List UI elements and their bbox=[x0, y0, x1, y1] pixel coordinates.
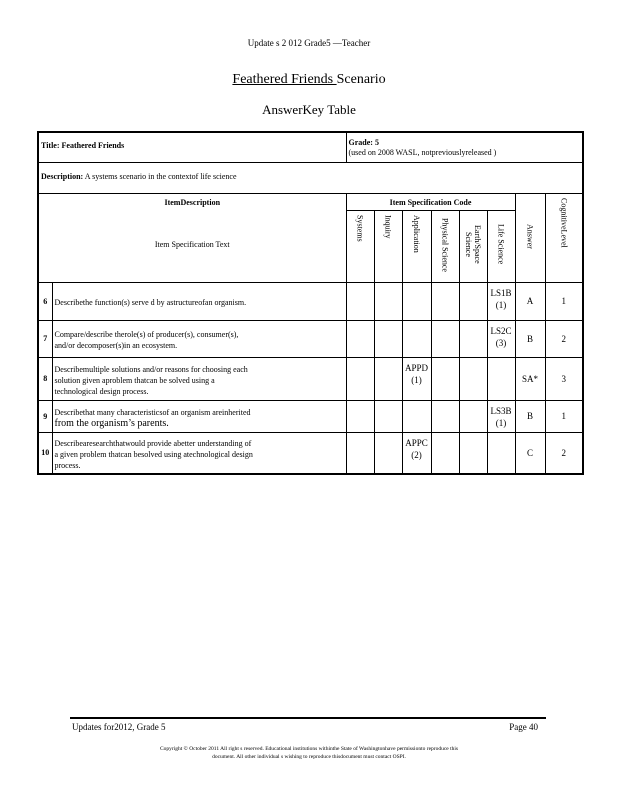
code-systems bbox=[346, 357, 374, 400]
description-cell bbox=[38, 162, 583, 193]
title-label: Title: bbox=[41, 141, 60, 150]
code-application: APPC (2) bbox=[402, 432, 431, 474]
item-number: 9 bbox=[38, 400, 52, 432]
code-header-application bbox=[402, 210, 431, 282]
item-description bbox=[52, 432, 346, 474]
item-description bbox=[52, 320, 346, 357]
code-label-earth-space-science: Earth/Space Science bbox=[464, 225, 482, 264]
page-number: Page 40 bbox=[509, 722, 538, 732]
code-header-physical-science bbox=[431, 210, 459, 282]
code-earth-space-science bbox=[459, 432, 487, 474]
item-number: 10 bbox=[38, 432, 52, 474]
code-header-life-science bbox=[487, 210, 515, 282]
item-description bbox=[52, 357, 346, 400]
description-value: A systems scenario in the contextof life science bbox=[84, 171, 237, 181]
table-row bbox=[38, 282, 583, 320]
cognitive-level-value: 2 bbox=[545, 432, 583, 474]
cognitive-level-label: CognitiveLevel bbox=[559, 197, 569, 248]
cognitive-level-value: 1 bbox=[545, 282, 583, 320]
code-application: APPD (1) bbox=[402, 357, 431, 400]
cognitive-level-value: 2 bbox=[545, 320, 583, 357]
code-physical-science bbox=[431, 400, 459, 432]
copyright-line-1: Copyright © October 2011 All right s reserved. Educational institutions withinthe State of Washingtonhave permissionto reproduce this bbox=[159, 746, 459, 752]
item-description bbox=[52, 400, 346, 432]
code-systems bbox=[346, 432, 374, 474]
code-life-science: LS2C (3) bbox=[487, 320, 515, 357]
table-row bbox=[38, 432, 583, 474]
code-inquiry bbox=[374, 282, 402, 320]
item-spec-text-label: Item Specification Text bbox=[154, 239, 230, 249]
cognitive-level-value: 1 bbox=[545, 400, 583, 432]
page-title-rest: Scenario bbox=[336, 72, 386, 87]
code-earth-space-science bbox=[459, 357, 487, 400]
code-inquiry bbox=[374, 357, 402, 400]
copyright-notice bbox=[0, 745, 618, 761]
code-systems bbox=[346, 400, 374, 432]
page-title-main: Feathered Friends bbox=[232, 72, 337, 87]
grade-note: (used on 2008 WASL, notpreviouslyreleased ) bbox=[348, 148, 497, 157]
code-physical-science bbox=[431, 357, 459, 400]
code-label-life-science: Life Science bbox=[496, 224, 506, 265]
table-row bbox=[38, 357, 583, 400]
description-label: Description: bbox=[41, 171, 84, 181]
page-header: Update s 2 012 Grade5 —Teacher bbox=[247, 38, 371, 48]
item-description-line: Describethe function(s) serve d by astructureofan organism. bbox=[54, 298, 247, 307]
item-description-line: solution given aproblem thatcan be solved using a bbox=[54, 375, 215, 385]
item-description bbox=[52, 282, 346, 320]
answer-value: B bbox=[515, 400, 545, 432]
footer-left-text: Updates for2012, Grade 5 bbox=[72, 722, 166, 732]
code-label-inquiry: Inquiry bbox=[383, 214, 393, 239]
code-header-earth-space-science bbox=[459, 210, 487, 282]
answer-label: Answer bbox=[525, 224, 535, 249]
item-description-line: a given problem thatcan besolved using atechnological design bbox=[54, 449, 253, 459]
answer-value: B bbox=[515, 320, 545, 357]
title-value: Feathered Friends bbox=[61, 141, 125, 150]
item-description-line: and/or decomposer(s)in an ecosystem. bbox=[54, 341, 178, 350]
code-physical-science bbox=[431, 432, 459, 474]
grade-cell bbox=[346, 132, 583, 162]
item-number: 8 bbox=[38, 357, 52, 400]
code-earth-space-science bbox=[459, 320, 487, 357]
code-inquiry bbox=[374, 432, 402, 474]
item-description-line: Describemultiple solutions and/or reasons for choosing each bbox=[54, 364, 248, 374]
page-subtitle: AnswerKey Table bbox=[262, 102, 356, 117]
answer-value: C bbox=[515, 432, 545, 474]
code-systems bbox=[346, 282, 374, 320]
item-description-line: from the organism’s parents. bbox=[54, 417, 169, 429]
info-title-row bbox=[38, 132, 583, 162]
item-description-line: Compare/describe therole(s) of producer(s), consumer(s), bbox=[54, 330, 239, 339]
item-spec-code-header: Item Specification Code bbox=[346, 193, 515, 210]
answer-value: SA* bbox=[515, 357, 545, 400]
table-row bbox=[38, 400, 583, 432]
code-header-systems bbox=[346, 210, 374, 282]
item-number: 7 bbox=[38, 320, 52, 357]
title-cell bbox=[38, 132, 346, 162]
page-title bbox=[0, 72, 618, 88]
item-description-line: process. bbox=[54, 460, 81, 470]
answer-value: A bbox=[515, 282, 545, 320]
code-inquiry bbox=[374, 400, 402, 432]
cognitive-level-value: 3 bbox=[545, 357, 583, 400]
info-description-row bbox=[38, 162, 583, 193]
answer-key-table bbox=[37, 131, 584, 475]
code-header-inquiry bbox=[374, 210, 402, 282]
item-description-label: ItemDescription bbox=[164, 197, 221, 207]
item-number: 6 bbox=[38, 282, 52, 320]
code-label-systems: Systems bbox=[355, 214, 365, 242]
page-footer bbox=[72, 722, 544, 732]
code-life-science: LS1B (1) bbox=[487, 282, 515, 320]
code-label-application: Application bbox=[412, 214, 421, 253]
code-systems bbox=[346, 320, 374, 357]
table-row bbox=[38, 320, 583, 357]
code-physical-science bbox=[431, 282, 459, 320]
code-application bbox=[402, 400, 431, 432]
code-life-science bbox=[487, 432, 515, 474]
code-physical-science bbox=[431, 320, 459, 357]
grade-label: Grade: bbox=[348, 138, 373, 147]
code-life-science: LS3B (1) bbox=[487, 400, 515, 432]
item-description-header bbox=[38, 193, 346, 282]
grade-value: 5 bbox=[374, 138, 379, 147]
code-life-science bbox=[487, 357, 515, 400]
footer-rule bbox=[70, 717, 546, 719]
item-description-line: Describearesearchthatwould provide abetter understanding of bbox=[54, 438, 252, 448]
code-application bbox=[402, 282, 431, 320]
code-inquiry bbox=[374, 320, 402, 357]
code-earth-space-science bbox=[459, 400, 487, 432]
cognitive-level-header bbox=[545, 193, 583, 282]
item-description-line: technological design process. bbox=[54, 386, 149, 396]
code-earth-space-science bbox=[459, 282, 487, 320]
item-description-line: Describethat many characteristicsof an organism areinherited bbox=[54, 407, 251, 417]
code-application bbox=[402, 320, 431, 357]
copyright-line-2: document. All other individual s wishing to reproduce thisdocument must contact OSPI. bbox=[212, 754, 406, 760]
column-header-row-1 bbox=[38, 193, 583, 210]
answer-header bbox=[515, 193, 545, 282]
code-label-physical-science: Physical Science bbox=[440, 217, 450, 272]
